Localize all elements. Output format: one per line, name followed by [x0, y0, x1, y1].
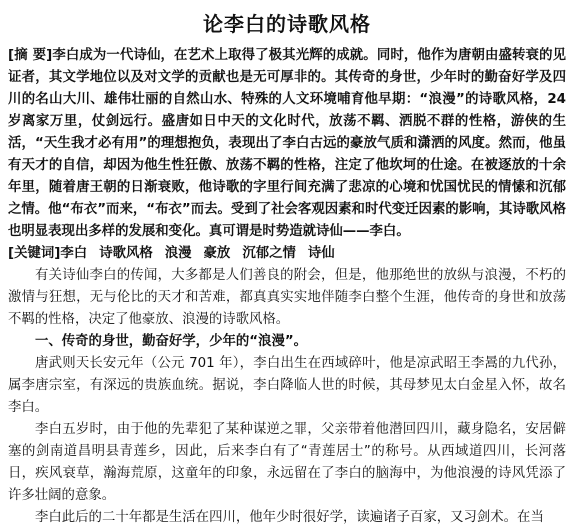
- keyword-item: 浪漫: [164, 246, 192, 261]
- keywords-label: [关键词]: [8, 246, 61, 261]
- article-title: 论李白的诗歌风格: [203, 12, 371, 36]
- body-paragraph: 李白五岁时，由于他的先辈犯了某种谋逆之罪，父亲带着他潜回四川，藏身隐名，安居僻塞的剑南道昌明县青莲乡，因此，后来李白有了“青莲居士”的称号。从西域道四川，长河落日，疾风衰草，瀚海荒原，这童年的印象，永远留在了李白的脑海中，为他浪漫的诗风凭添了许多壮阔的意象。: [8, 422, 566, 503]
- abstract-paragraph: [摘 要]李白成为一代诗仙，在艺术上取得了极其光辉的成就。同时，他作为唐朝由盛转衰的见证者，其文学地位以及对文学的贡献也是无可厚非的。其传奇的身世，少年时的勤奋好学及四川的名山大川、雄伟壮丽的自然山水、特殊的人文环境哺育他早期：“浪漫”的诗歌风格，24岁离家万里，仗剑远行。盛唐如日中天的文化时代，放荡不羁、洒脱不群的性格，游侠的生活，“天生我才必有用”的理想抱负，表现出了李白古远的豪放气质和潇洒的风度。然而，他虽有天才的自信，却因为他生性狂傲、放荡不羁的性格，注定了他坎坷的仕途。在被逐放的十余年里，随着唐王朝的日渐衰败，他诗歌的字里行间充满了悲凉的心境和忧国忧民的情愫和沉郁之情。他“布衣”而来，“布衣”而去。受到了社会客观因素和时代变迁因素的影响，其诗歌风格也明显表现出多样的发展和变化。真可谓是时势造就诗仙——李白。: [8, 48, 566, 239]
- intro-paragraph: 有关诗仙李白的传闻，大多都是人们善良的附会，但是，他那绝世的放纵与浪漫，不朽的激情与狂想，无与伦比的天才和苦难，都真真实实地伴随李白整个生涯，他传奇的身世和放荡不羁的性格，决定了他豪放、浪漫的诗歌风格。: [8, 268, 566, 327]
- keyword-item: 豪放: [203, 246, 231, 261]
- keyword-item: 诗仙: [307, 246, 335, 261]
- body-paragraph: 唐武则天长安元年（公元 701 年），李白出生在西域碎叶，他是凉武昭王李暠的九代孙，属李唐宗室，有深远的贵族血统。据说，李白降临人世的时候，其母梦见太白金星入怀，故名李白。: [8, 356, 566, 415]
- keywords-line: [8, 243, 566, 265]
- keyword-item: 沉郁之情: [242, 246, 296, 261]
- keyword-item: 李白: [60, 246, 88, 261]
- section-heading: 一、传奇的身世，勤奋好学，少年的“浪漫”。: [35, 334, 308, 349]
- body-paragraph: 李白此后的二十年都是生活在四川，他年少时很好学，读遍诸子百家，又习剑术。在当: [35, 510, 544, 525]
- keyword-item: 诗歌风格: [99, 246, 153, 261]
